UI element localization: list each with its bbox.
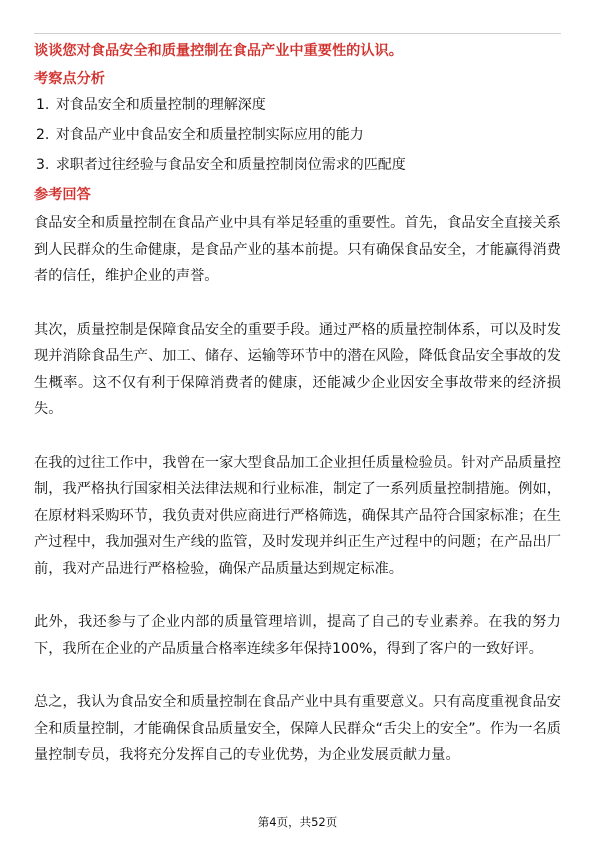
question-title: 谈谈您对食品安全和质量控制在食品产业中重要性的认识。 xyxy=(34,43,403,59)
analysis-point xyxy=(36,94,561,116)
point-text: 对食品安全和质量控制的理解深度 xyxy=(55,97,266,113)
point-text: 求职者过往经验与食品安全和质量控制岗位需求的匹配度 xyxy=(55,157,406,173)
answer-paragraph: 此外，我还参与了企业内部的质量管理培训，提高了自己的专业素养。在我的努力下，我所在企业的产品质量合格率连续多年保持100%，得到了客户的一致好评。 xyxy=(34,614,561,657)
point-number: 3. xyxy=(36,157,50,173)
answer-heading: 参考回答 xyxy=(34,187,91,203)
analysis-point xyxy=(36,124,561,146)
analysis-heading: 考察点分析 xyxy=(34,71,105,87)
header-divider xyxy=(34,33,561,34)
answer-paragraph: 其次，质量控制是保障食品安全的重要手段。通过严格的质量控制体系，可以及时发现并消除食品生产、加工、储存、运输等环节中的潜在风险，降低食品安全事故的发生概率。这不仅有利于保障消费者的健康，还能减少企业因安全事故带来的经济损失。 xyxy=(34,321,561,417)
document-body xyxy=(34,40,561,769)
point-number: 2. xyxy=(36,127,50,143)
answer-paragraph: 总之，我认为食品安全和质量控制在食品产业中具有重要意义。只有高度重视食品安全和质量控制，才能确保食品质量安全，保障人民群众“舌尖上的安全”。作为一名质量控制专员，我将充分发挥自己的专业优势，为企业发展贡献力量。 xyxy=(34,694,561,763)
answer-paragraph: 食品安全和质量控制在食品产业中具有举足轻重的重要性。首先，食品安全直接关系到人民群众的生命健康，是食品产业的基本前提。只有确保食品安全，才能赢得消费者的信任，维护企业的声誉。 xyxy=(34,215,561,284)
analysis-point xyxy=(36,154,561,176)
point-number: 1. xyxy=(36,97,50,113)
point-text: 对食品产业中食品安全和质量控制实际应用的能力 xyxy=(55,127,364,143)
answer-paragraph: 在我的过往工作中，我曾在一家大型食品加工企业担任质量检验员。针对产品质量控制，我严格执行国家相关法律法规和行业标准，制定了一系列质量控制措施。例如，在原材料采购环节，我负责对供应商进行严格筛选，确保其产品符合国家标准；在生产过程中，我加强对生产线的监管，及时发现并纠正生产过程中的问题；在产品出厂前，我对产品进行严格检验，确保产品质量达到规定标准。 xyxy=(34,454,561,577)
page-number: 第4页，共52页 xyxy=(257,815,338,829)
